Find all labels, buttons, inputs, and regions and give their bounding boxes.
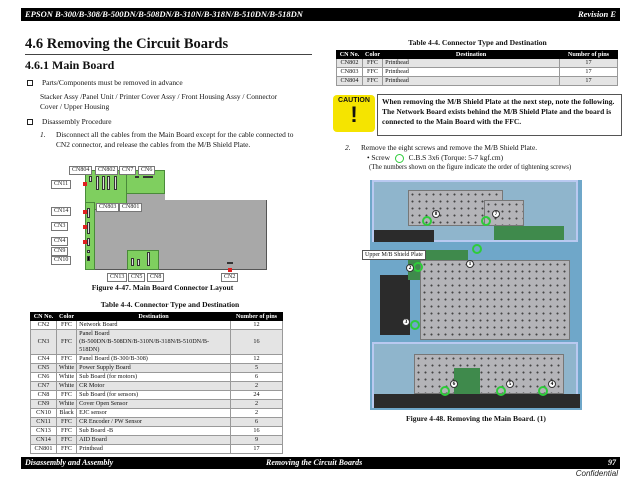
figure-4-47-caption: Figure 4-47. Main Board Connector Layout (91, 283, 234, 292)
screw-number-6: 6 (450, 380, 458, 388)
cell-destination: Printhead (77, 445, 231, 454)
table-row (337, 68, 618, 77)
parts-list-line1: Stacker Assy /Panel Unit / Printer Cover Assy / Front Housing Assy / Connector (40, 92, 278, 101)
caution-box: When removing the M/B Shield Plate at the next step, note the following. The Network Board exists behind the M/B Shield Plate and the board is connected to the Main Board with the FFC. (377, 94, 622, 136)
col-destination: Destination (77, 313, 231, 321)
cell-pins: 12 (231, 355, 283, 364)
cell-destination: Power Supply Board (77, 364, 231, 373)
cell-pins: 17 (231, 445, 283, 454)
table-row (31, 382, 283, 391)
checkbox-square-icon (27, 119, 33, 125)
checkbox-square-icon (27, 80, 33, 86)
col-cn-no: CN No. (31, 313, 57, 321)
step-1-line2: CN2 connector, and release the cables from the M/B Shield Plate. (56, 140, 251, 149)
cell-color: FFC (57, 391, 77, 400)
upper-shield-plate-label: Upper M/B Shield Plate (362, 250, 426, 260)
screw-marker-3 (410, 320, 420, 330)
cell-cn: CN14 (31, 436, 57, 445)
table-row (31, 427, 283, 436)
step-2-text: Remove the eight screws and remove the M/B Shield Plate. (361, 143, 538, 152)
connector-cn5 (137, 259, 140, 266)
main-board-diagram (45, 162, 280, 282)
cell-destination-line2: (B-500DN/B-508DN/B-310N/B-318N/B-510DN/B-518DN) (79, 338, 210, 353)
arrow-marker (83, 240, 87, 244)
cell-destination: Sub Board (for sensors) (77, 391, 231, 400)
cell-pins: 17 (560, 77, 618, 86)
screw-spec-text: C.B.S 3x6 (Torque: 5-7 kgf.cm) (408, 153, 504, 162)
connector-cn804 (96, 176, 99, 190)
connector-table-continued (336, 50, 618, 86)
col-color: Color (363, 51, 383, 59)
cell-color: Black (57, 409, 77, 418)
bullet-parts-label: Parts/Components must be removed in advance (42, 78, 183, 87)
cell-destination: EJC sensor (77, 409, 231, 418)
screw-number-7: 7 (492, 210, 500, 218)
header-revision: Revision E (577, 9, 616, 19)
cell-color: FFC (363, 68, 383, 77)
cell-cn: CN2 (31, 321, 57, 330)
step-1-number: 1. (40, 130, 46, 139)
label-cn11: CN11 (51, 180, 71, 189)
connector-cn2 (227, 262, 233, 264)
footer-chapter: Disassembly and Assembly (25, 458, 114, 467)
screw-marker-8 (422, 216, 432, 226)
screw-number-8: 8 (432, 210, 440, 218)
connector-cn11 (89, 176, 92, 182)
table-row (337, 59, 618, 68)
cell-destination: Network Board (77, 321, 231, 330)
step-1 (40, 130, 293, 150)
header-title: EPSON B-300/B-308/B-500DN/B-508DN/B-310N/B-318N/B-510DN/B-518DN (25, 9, 303, 19)
table-row (31, 436, 283, 445)
cell-color: White (57, 400, 77, 409)
cell-cn: CN11 (31, 418, 57, 427)
cell-cn: CN13 (31, 427, 57, 436)
cell-destination: Sub Board (for motors) (77, 373, 231, 382)
screw-number-5: 5 (506, 380, 514, 388)
cell-destination-line1: Panel Board (79, 330, 110, 337)
page-footer (21, 457, 620, 469)
cell-color: FFC (363, 59, 383, 68)
label-cn801: CN801 (119, 203, 142, 212)
col-color: Color (57, 313, 77, 321)
cell-destination (77, 330, 231, 355)
connector-cn14 (87, 208, 90, 218)
cell-cn: CN10 (31, 409, 57, 418)
screw-marker-6 (440, 386, 450, 396)
cell-color: FFC (57, 418, 77, 427)
cell-pins: 9 (231, 436, 283, 445)
chassis (374, 230, 434, 242)
label-cn802: CN802 (95, 166, 118, 175)
pcb (454, 368, 480, 394)
cell-pins: 24 (231, 391, 283, 400)
table-row (31, 409, 283, 418)
cell-pins: 2 (231, 382, 283, 391)
cell-pins: 12 (231, 321, 283, 330)
connector-table-main (30, 312, 283, 454)
cell-cn: CN803 (337, 68, 363, 77)
cell-destination: CR Encoder / PW Sensor (77, 418, 231, 427)
table-row (31, 355, 283, 364)
step-2-number: 2. (345, 143, 351, 152)
table-row (31, 364, 283, 373)
connector-cn803 (102, 176, 105, 190)
cell-destination: Printhead (383, 68, 560, 77)
cell-cn: CN9 (31, 400, 57, 409)
bullet-parts (27, 78, 183, 87)
label-cn6: CN6 (138, 166, 155, 175)
cell-destination: Sub Board -B (77, 427, 231, 436)
figure-4-48-caption: Figure 4-48. Removing the Main Board. (1) (406, 414, 546, 423)
label-cn3: CN3 (51, 222, 68, 231)
page-header (21, 8, 620, 21)
connector-cn801 (114, 176, 117, 190)
cell-destination: AID Board (77, 436, 231, 445)
connector-cn3 (87, 222, 90, 234)
label-cn803: CN803 (96, 203, 119, 212)
board-notch (165, 170, 269, 200)
cell-destination: CR Motor (77, 382, 231, 391)
table-header-row (337, 51, 618, 59)
table-row (31, 321, 283, 330)
screw-circle-icon (395, 154, 404, 163)
pcb (494, 226, 564, 240)
screw-marker-2 (413, 262, 423, 272)
cell-color: FFC (363, 77, 383, 86)
photo-inset-bottom (372, 342, 578, 408)
label-cn9: CN9 (51, 247, 68, 256)
footer-section: Removing the Circuit Boards (266, 458, 363, 467)
bullet-procedure-label: Disassembly Procedure (42, 117, 112, 126)
screw-prefix: • Screw (367, 153, 390, 162)
screw-number-2: 2 (406, 264, 414, 272)
cell-pins: 2 (231, 400, 283, 409)
connector-cn7 (135, 176, 139, 178)
cell-color: White (57, 373, 77, 382)
bullet-procedure (27, 117, 112, 126)
screw-spec (367, 153, 503, 163)
connector-cn13 (131, 258, 134, 266)
parts-list (40, 92, 277, 112)
table-main-caption: Table 4-4. Connector Type and Destination (100, 300, 240, 309)
cell-pins: 2 (231, 409, 283, 418)
screw-number-1: 1 (466, 260, 474, 268)
table-row (31, 418, 283, 427)
connector-cn10 (87, 256, 90, 261)
table-row (31, 400, 283, 409)
screw-marker-4 (538, 386, 548, 396)
table-row (31, 391, 283, 400)
cell-destination: Printhead (383, 59, 560, 68)
table-row (31, 373, 283, 382)
cell-cn: CN801 (31, 445, 57, 454)
confidential-mark: Confidential (575, 469, 618, 478)
cell-color: FFC (57, 321, 77, 330)
lower-shield-plate (420, 260, 570, 340)
cell-cn: CN5 (31, 364, 57, 373)
cell-pins: 5 (231, 364, 283, 373)
caution-label: CAUTION (338, 97, 370, 104)
chassis (374, 394, 580, 408)
cell-color: White (57, 364, 77, 373)
label-cn14: CN14 (51, 207, 71, 216)
cell-color: White (57, 382, 77, 391)
cell-color: FFC (57, 355, 77, 364)
step-1-line1: Disconnect all the cables from the Main Board except for the cable connected to (56, 130, 294, 139)
arrow-marker (228, 268, 232, 272)
label-cn5: CN5 (128, 273, 145, 282)
cell-color: FFC (57, 330, 77, 355)
exclamation-icon: ! (350, 102, 358, 127)
label-cn13: CN13 (107, 273, 127, 282)
cell-pins: 6 (231, 373, 283, 382)
cell-color: FFC (57, 436, 77, 445)
connector-cn802 (107, 176, 110, 190)
cell-cn: CN804 (337, 77, 363, 86)
cell-color: FFC (57, 445, 77, 454)
table-row (31, 445, 283, 454)
cell-pins: 17 (560, 68, 618, 77)
cell-pins: 17 (560, 59, 618, 68)
col-destination: Destination (383, 51, 560, 59)
label-cn2: CN2 (221, 273, 238, 282)
arrow-marker (83, 210, 87, 214)
section-title: 4.6 Removing the Circuit Boards (25, 36, 229, 52)
step-2 (345, 143, 537, 153)
connector-cn9 (87, 250, 90, 253)
cell-destination: Panel Board (B-300/B-308) (77, 355, 231, 364)
cell-pins: 6 (231, 418, 283, 427)
main-board-photo (370, 180, 582, 410)
table-row (31, 330, 283, 355)
connector-cn8 (147, 252, 150, 266)
cell-cn: CN7 (31, 382, 57, 391)
screw-number-4: 4 (548, 380, 556, 388)
col-pins: Number of pins (560, 51, 618, 59)
table-header-row (31, 313, 283, 321)
connector-cn4 (87, 238, 90, 246)
connector-cn6 (143, 176, 153, 178)
arrow-marker (83, 182, 87, 186)
cell-destination: Printhead (383, 77, 560, 86)
col-pins: Number of pins (231, 313, 283, 321)
arrow-marker (83, 225, 87, 229)
footer-page-number: 97 (608, 458, 616, 467)
col-cn-no: CN No. (337, 51, 363, 59)
cell-cn: CN8 (31, 391, 57, 400)
label-cn804: CN804 (69, 166, 92, 175)
cell-pins: 16 (231, 330, 283, 355)
photo-inset-top (372, 180, 578, 242)
parts-list-line2: Cover / Upper Housing (40, 102, 110, 111)
cell-pins: 16 (231, 427, 283, 436)
label-cn10: CN10 (51, 256, 71, 265)
cell-color: FFC (57, 427, 77, 436)
tightening-note: (The numbers shown on the figure indicate the order of tightening screws) (369, 164, 572, 171)
table-cont-caption: Table 4-4. Connector Type and Destination (408, 38, 547, 47)
cell-cn: CN4 (31, 355, 57, 364)
title-divider (25, 54, 312, 55)
label-cn4: CN4 (51, 237, 68, 246)
cell-destination: Cover Open Sensor (77, 400, 231, 409)
label-cn8: CN8 (147, 273, 164, 282)
screw-marker-5 (496, 386, 506, 396)
chassis (380, 275, 410, 335)
cell-cn: CN802 (337, 59, 363, 68)
subsection-title: 4.6.1 Main Board (25, 58, 115, 72)
label-cn7: CN7 (119, 166, 136, 175)
cell-cn: CN6 (31, 373, 57, 382)
screw-marker-7 (481, 216, 491, 226)
screw-marker-1 (472, 244, 482, 254)
cell-cn: CN3 (31, 330, 57, 355)
caution-icon (333, 95, 375, 132)
screw-number-3: 3 (402, 318, 410, 326)
table-row (337, 77, 618, 86)
